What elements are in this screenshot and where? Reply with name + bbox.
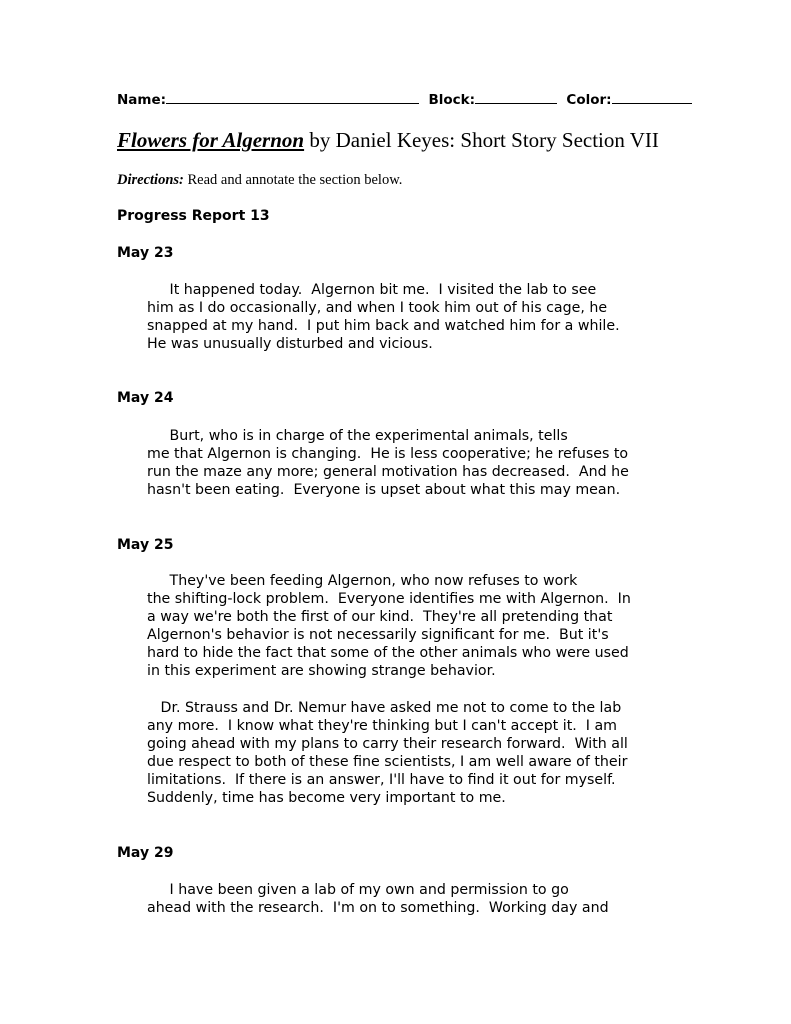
name-label: Name:: [117, 92, 167, 108]
name-blank[interactable]: [166, 92, 419, 104]
page-title: [117, 128, 659, 153]
title-rest: by Daniel Keyes: Short Story Section VII: [304, 128, 659, 152]
block-blank[interactable]: [475, 92, 557, 104]
block-label: Block:: [428, 92, 476, 108]
entry-paragraph: It happened today. Algernon bit me. I visited the lab to see him as I do occasionally, and when I took him out of his cage, he snapped at my hand. I put him back and watched him for a while. He was unusually disturbed and vicious.: [147, 282, 620, 353]
entry-date: May 23: [117, 245, 174, 261]
directions: [117, 172, 402, 189]
color-blank[interactable]: [612, 92, 692, 104]
book-title: Flowers for Algernon: [117, 128, 305, 152]
entry-paragraph: Burt, who is in charge of the experimental animals, tells me that Algernon is changing. He is less cooperative; he refuses to run the maze any more; general motivation has decreased. And he hasn't been eating. Everyone is upset about what this may mean.: [147, 428, 629, 499]
entry-date: May 29: [117, 845, 174, 861]
entry-date: May 25: [117, 537, 174, 553]
directions-text: Read and annotate the section below.: [183, 172, 403, 188]
entry-paragraph: They've been feeding Algernon, who now refuses to work the shifting-lock problem. Everyone identifies me with Algernon. In a way we're both the first of our kind. They're all pretending that Algernon's behavior is not necessarily significant for me. But it's hard to hide the fact that some of the other animals who were used in this experiment are showing strange behavior.: [147, 573, 631, 680]
entry-paragraph: I have been given a lab of my own and permission to go ahead with the research. I'm on to something. Working day and: [147, 882, 609, 917]
entry-paragraph: Dr. Strauss and Dr. Nemur have asked me not to come to the lab any more. I know what they're thinking but I can't accept it. I am going ahead with my plans to carry their research forward. With all due respect to both of these fine scientists, I am well aware of their limitations. If there is an answer, I'll have to find it out for myself. Suddenly, time has become very important to me.: [147, 700, 628, 807]
directions-label: Directions:: [117, 172, 184, 188]
report-title: Progress Report 13: [117, 208, 270, 224]
student-info-header: [117, 92, 692, 108]
color-label: Color:: [566, 92, 612, 108]
entry-date: May 24: [117, 390, 174, 406]
